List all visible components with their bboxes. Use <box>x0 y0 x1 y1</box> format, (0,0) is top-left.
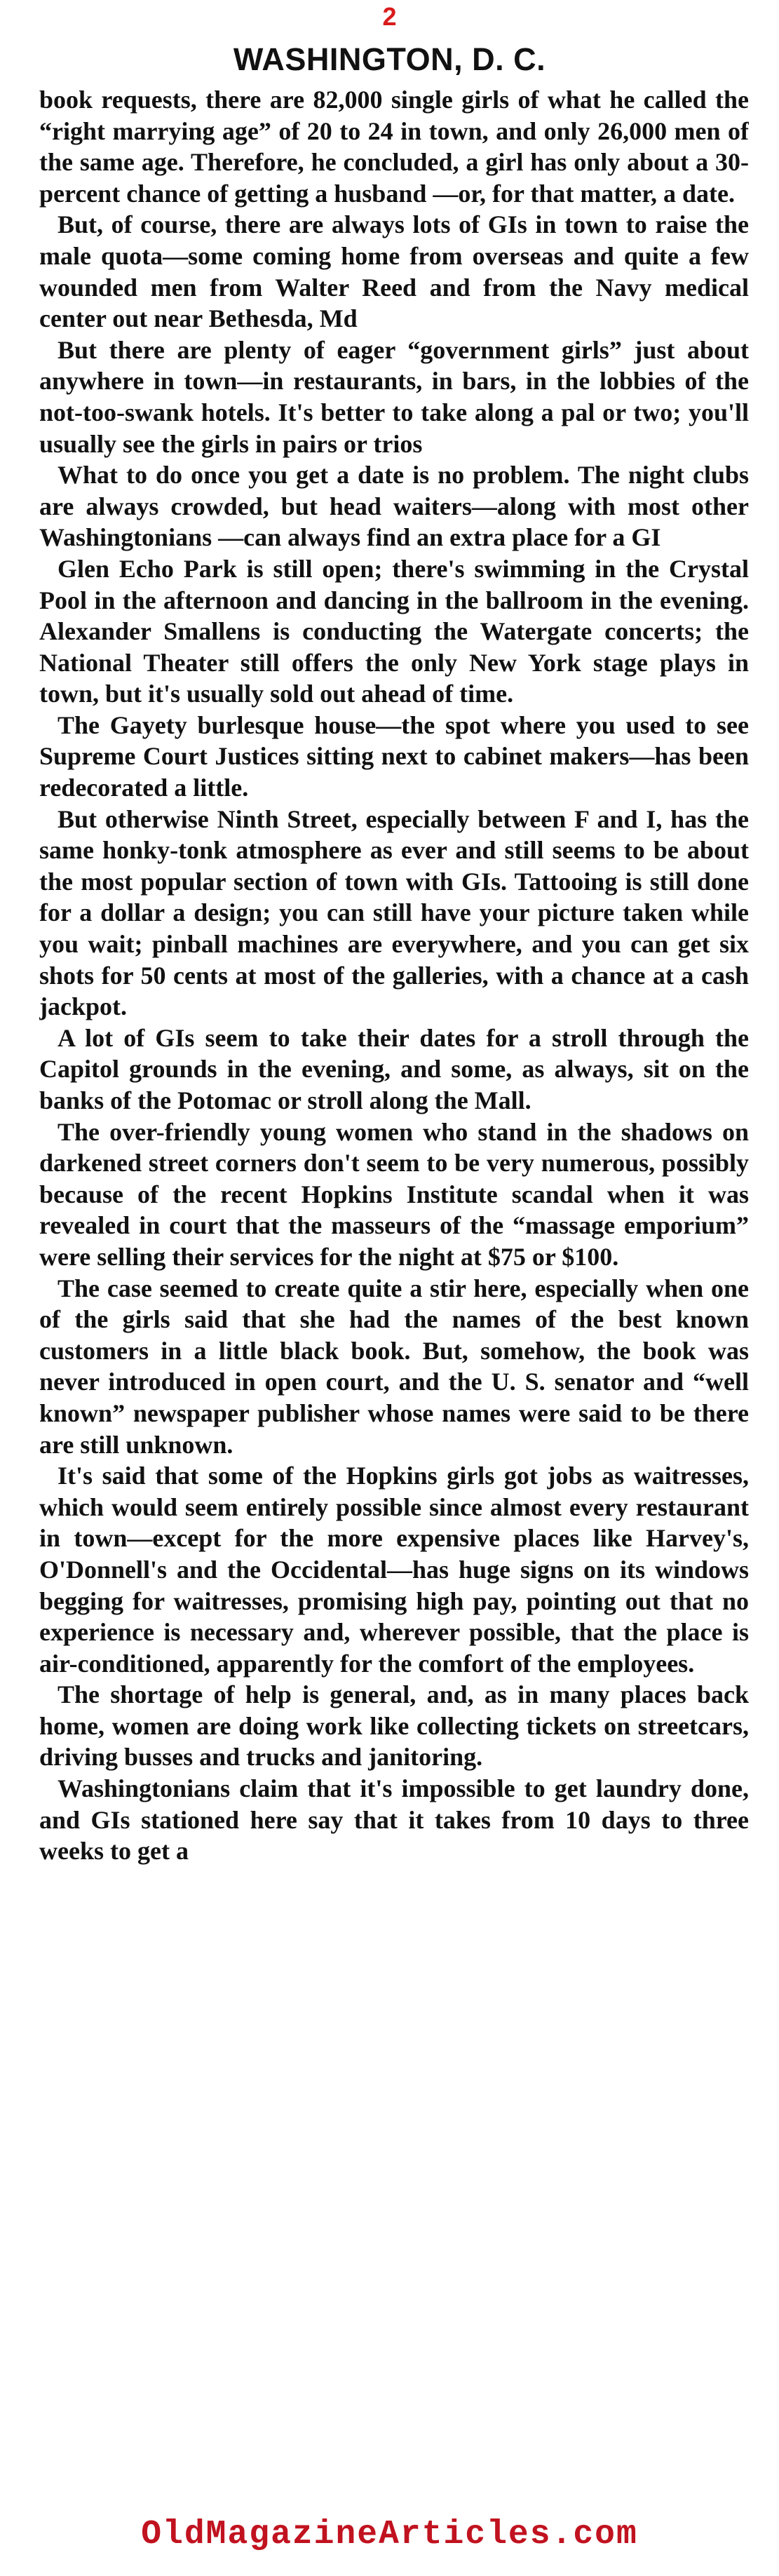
article-paragraph-1: book requests, there are 82,000 single girls of what he called the “right marrying age” of 20 to 24 in town, and only 26,000 men of the same age. Therefore, he concluded, a girl has only about a 30-percent chance of getting a husband —or, for that matter, a date. <box>39 86 749 208</box>
article-paragraph-11: It's said that some of the Hopkins girls got jobs as waitresses, which would seem entirely possible since almost every restaurant in town—except for the more expensive places like Harvey's, O'Donnell's and the Occidental—has huge signs on its windows begging for waitresses, promising high pay, pointing out that no experience is necessary and, wherever possible, that the place is air-conditioned, apparently for the comfort of the employees. <box>39 1462 749 1678</box>
article-paragraph-6: The Gayety burlesque house—the spot where you used to see Supreme Court Justices sitting next to cabinet makers—has been redecorated a little. <box>39 710 749 802</box>
article-paragraph-7: But otherwise Ninth Street, especially between F and I, has the same honky-tonk atmosphere as ever and still seems to be about the most popular section of town with GIs. Tattooing is still done for a dollar a design; you can still have your picture taken while you wait; pinball machines are everywhere, and you can get six shots for 50 cents at most of the galleries, with a chance at a cash jackpot. <box>39 804 749 1021</box>
article-paragraph-8: A lot of GIs seem to take their dates for a stroll through the Capitol grounds in the evening, and some, as always, sit on the banks of the Potomac or stroll along the Mall. <box>39 1023 749 1114</box>
article-paragraph-12: The shortage of help is general, and, as in many places back home, women are doing work like collecting tickets on streetcars, driving busses and trucks and janitoring. <box>39 1680 749 1772</box>
article-paragraph-9: The over-friendly young women who stand in the shadows on darkened street corners don't seem to be very numerous, possibly because of the recent Hopkins Institute scandal when it was revealed in court that the masseurs of the “massage emporium” were selling their services for the night at $75 or $100. <box>39 1117 749 1271</box>
article-body <box>39 84 749 2497</box>
article-paragraph-5: Glen Echo Park is still open; there's swimming in the Crystal Pool in the afternoon and dancing in the ballroom in the evening. Alexander Smallens is conducting the Watergate concerts; the National Theater still offers the only New York stage plays in town, but it's usually sold out ahead of time. <box>39 554 749 708</box>
dateline-heading: WASHINGTON, D. C. <box>233 41 546 77</box>
article-paragraph-3: But there are plenty of eager “government girls” just about anywhere in town—in restaurants, in bars, in the lobbies of the not-too-swank hotels. It's better to take along a pal or two; you'll usually see the girls in pairs or trios <box>39 335 749 458</box>
article-paragraph-10: The case seemed to create quite a stir here, especially when one of the girls said that she had the names of the best known customers in a little black book. But, somehow, the book was never introduced in open court, and the U. S. senator and “well known” newspaper publisher whose names were said to be there are still unknown. <box>39 1274 749 1459</box>
article-paragraph-2: But, of course, there are always lots of GIs in town to raise the male quota—some coming home from overseas and quite a few wounded men from Walter Reed and from the Navy medical center out near Bethesda, Md <box>39 210 749 333</box>
watermark-logo: OldMagazineArticles.com <box>141 2516 638 2554</box>
article-paragraph-13: Washingtonians claim that it's impossible to get laundry done, and GIs stationed here say that it takes from 10 days to three weeks to get a <box>39 1774 749 1866</box>
article-paragraph-4: What to do once you get a date is no problem. The night clubs are always crowded, but head waiters—along with most other Washingtonians —can always find an extra place for a GI <box>39 461 749 552</box>
page-number: 2 <box>382 2 397 31</box>
